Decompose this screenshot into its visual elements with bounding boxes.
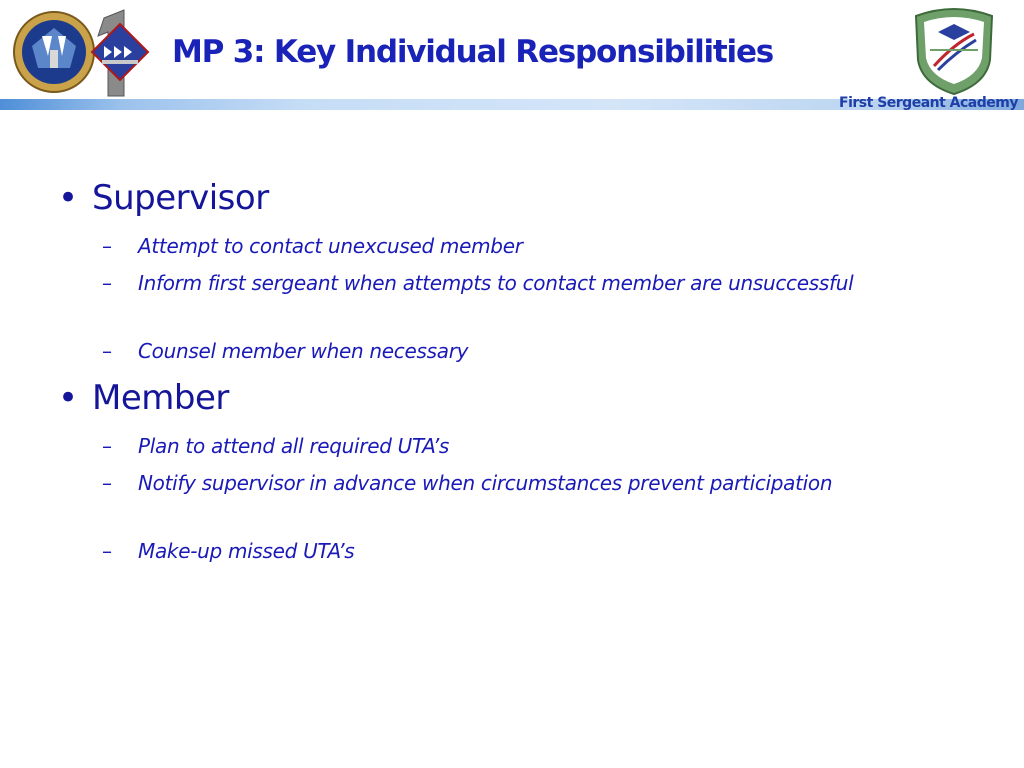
dash-icon: – — [102, 271, 112, 295]
dash-icon: – — [102, 234, 112, 258]
list-item: – Inform first sergeant when attempts to contact member are unsuccessful — [102, 268, 862, 298]
page-title: MP 3: Key Individual Responsibilities — [172, 34, 774, 70]
dash-icon: – — [102, 339, 112, 363]
air-national-guard-logo-icon — [12, 6, 162, 98]
slide-header — [0, 0, 1024, 122]
first-sergeant-academy-shield-icon — [908, 4, 1000, 96]
list-item: – Plan to attend all required UTA’s — [102, 431, 862, 461]
section-heading-member: • Member — [58, 378, 229, 418]
academy-label: First Sergeant Academy — [839, 95, 1018, 111]
bullet-icon: • — [58, 178, 78, 218]
dash-icon: – — [102, 434, 112, 458]
dash-icon: – — [102, 471, 112, 495]
list-item: – Counsel member when necessary — [102, 336, 862, 366]
dash-icon: – — [102, 539, 112, 563]
list-item: – Notify supervisor in advance when circumstances prevent participation — [102, 468, 862, 498]
bullet-icon: • — [58, 378, 78, 418]
list-item: – Make-up missed UTA’s — [102, 536, 862, 566]
section-heading-supervisor: • Supervisor — [58, 178, 269, 218]
list-item: – Attempt to contact unexcused member — [102, 231, 862, 261]
